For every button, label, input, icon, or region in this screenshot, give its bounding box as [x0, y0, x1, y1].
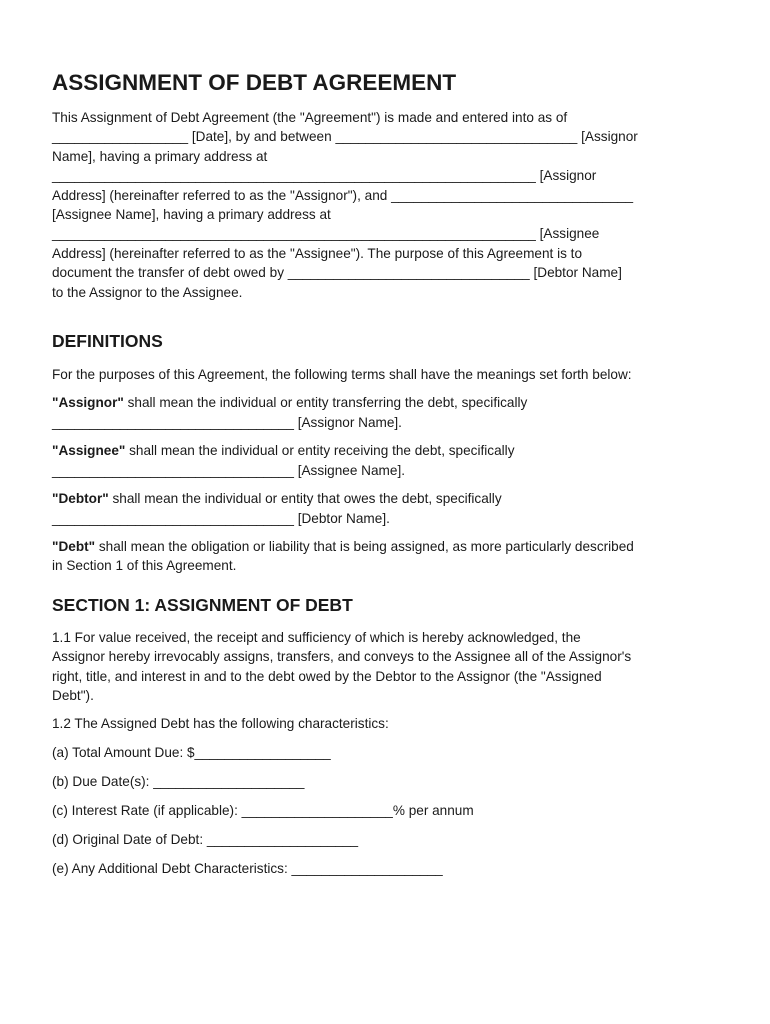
section-1-2-paragraph: 1.2 The Assigned Debt has the following characteristics: — [52, 716, 389, 732]
definition-term: "Debt" — [52, 538, 96, 554]
intro-line: Address] (hereinafter referred to as the "Assignor"), and ________________________________ — [52, 187, 634, 203]
intro-line: __________________ [Date], by and between ________________________________ [Assignor — [52, 129, 638, 145]
definition-term: "Assignor" — [52, 395, 124, 411]
definitions-heading: DEFINITIONS — [52, 331, 163, 352]
intro-line: to the Assignor to the Assignee. — [52, 284, 243, 300]
definition-text: shall mean the obligation or liability that is being assigned, as more particularly described — [95, 538, 634, 554]
section-1-1-paragraph — [52, 628, 720, 706]
intro-line: Address] (hereinafter referred to as the "Assignee"). The purpose of this Agreement is to — [52, 245, 583, 261]
intro-line: ________________________________________________________________ [Assignor — [52, 168, 597, 184]
intro-line: document the transfer of debt owed by ________________________________ [Debtor Name] — [52, 265, 622, 281]
section-line: right, title, and interest in and to the debt owed by the Debtor to the Assignor (the "Assigned — [52, 668, 602, 684]
definitions-lead: For the purposes of this Agreement, the following terms shall have the meanings set forth below: — [52, 367, 632, 383]
definition-text: ________________________________ [Debtor Name]. — [52, 510, 390, 526]
intro-line: Name], having a primary address at — [52, 148, 268, 164]
definition-term: "Assignee" — [52, 443, 126, 459]
definition-text: shall mean the individual or entity that owes the debt, specifically — [108, 491, 502, 507]
total-amount-due-item: (a) Total Amount Due: $__________________ — [52, 744, 331, 760]
section-line: Assignor hereby irrevocably assigns, transfers, and conveys to the Assignee all of the Assignor's — [52, 649, 632, 665]
intro-line: This Assignment of Debt Agreement (the "Agreement") is made and entered into as of — [52, 110, 568, 125]
additional-characteristics-item: (e) Any Additional Debt Characteristics: ____________________ — [52, 860, 443, 876]
definition-text: ________________________________ [Assignee Name]. — [52, 462, 405, 478]
document-page — [52, 70, 720, 888]
definition-assignor — [52, 393, 720, 432]
definition-debtor — [52, 489, 720, 528]
intro-line: [Assignee Name], having a primary address at — [52, 207, 331, 223]
definition-text: shall mean the individual or entity transferring the debt, specifically — [123, 395, 528, 411]
definition-assignee — [52, 441, 720, 480]
intro-paragraph — [52, 108, 720, 302]
definition-term: "Debtor" — [52, 491, 109, 507]
definition-text: in Section 1 of this Agreement. — [52, 558, 237, 574]
interest-rate-item: (c) Interest Rate (if applicable): ____________________% per annum — [52, 802, 474, 818]
section-line: 1.1 For value received, the receipt and sufficiency of which is hereby acknowledged, the — [52, 629, 581, 645]
definition-debt — [52, 537, 720, 576]
intro-line: ________________________________________________________________ [Assignee — [52, 226, 600, 242]
definition-text: shall mean the individual or entity receiving the debt, specifically — [125, 443, 515, 459]
original-date-item: (d) Original Date of Debt: ____________________ — [52, 831, 359, 847]
document-title: ASSIGNMENT OF DEBT AGREEMENT — [52, 70, 457, 95]
section-1-heading: SECTION 1: ASSIGNMENT OF DEBT — [52, 594, 353, 615]
definition-text: ________________________________ [Assignor Name]. — [52, 414, 402, 430]
due-dates-item: (b) Due Date(s): ____________________ — [52, 773, 305, 789]
section-line: Debt"). — [52, 687, 94, 703]
